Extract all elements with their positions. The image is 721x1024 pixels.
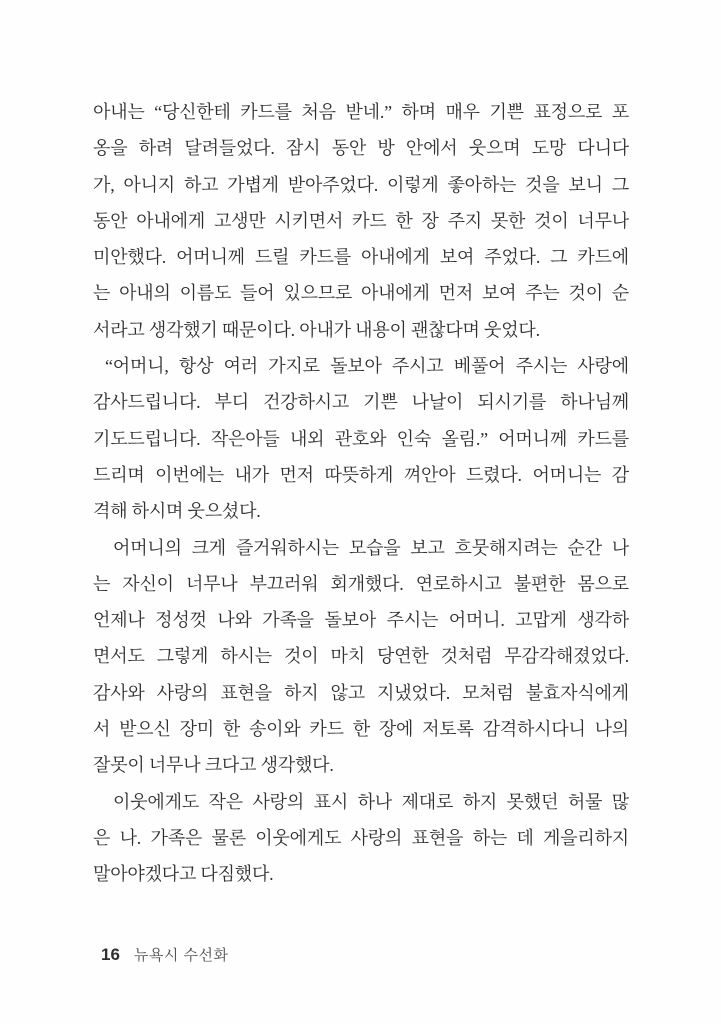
text-line: 동안 아내에게 고생만 시키면서 카드 한 장 주지 못한 것이 너무나 [93, 210, 629, 231]
text-line: “어머니, 항상 여러 가지로 돌보아 주시고 베풀어 주시는 사랑에 [105, 356, 629, 377]
text-line: 서 받으신 장미 한 송이와 카드 한 장에 저토록 감격하시다니 나의 [93, 719, 629, 740]
text-line: 는 아내의 이름도 들어 있으므로 아내에게 먼저 보여 주는 것이 순 [93, 283, 629, 304]
text-line: 가, 아니지 하고 가볍게 받아주었다. 이렇게 좋아하는 것을 보니 그 [93, 174, 629, 195]
text-line: 는 자신이 너무나 부끄러워 회개했다. 연로하시고 불편한 몸으로 [93, 573, 629, 594]
text-line: 이웃에게도 작은 사랑의 표시 하나 제대로 하지 못했던 허물 많 [113, 791, 629, 812]
running-title: 뉴욕시 수선화 [133, 947, 229, 964]
text-line: 기도드립니다. 작은아들 내외 관호와 인숙 올림.” 어머니께 카드를 [93, 428, 629, 449]
text-line: 면서도 그렇게 하시는 것이 마치 당연한 것처럼 무감각해졌었다. [93, 646, 629, 667]
text-line: 언제나 정성껏 나와 가족을 돌보아 주시는 어머니. 고맙게 생각하 [93, 610, 629, 631]
text-line: 감사와 사랑의 표현을 하지 않고 지냈었다. 모처럼 불효자식에게 [93, 682, 629, 703]
text-line: 서라고 생각했기 때문이다. 아내가 내용이 괜찮다며 웃었다. [93, 319, 540, 340]
page-number: 16 [101, 945, 120, 964]
text-line: 잘못이 너무나 크다고 생각했다. [93, 755, 334, 776]
text-line: 드리며 이번에는 내가 먼저 따뜻하게 껴안아 드렸다. 어머니는 감 [93, 464, 629, 485]
text-line: 말아야겠다고 다짐했다. [93, 864, 274, 885]
text-line: 은 나. 가족은 물론 이웃에게도 사랑의 표현을 하는 데 게을리하지 [93, 827, 629, 848]
text-line: 미안했다. 어머니께 드릴 카드를 아내에게 보여 주었다. 그 카드에 [93, 247, 629, 268]
text-line: 감사드립니다. 부디 건강하시고 기쁜 나날이 되시기를 하나님께 [93, 392, 629, 413]
body-text [93, 94, 629, 893]
text-line: 옹을 하려 달려들었다. 잠시 동안 방 안에서 웃으며 도망 다니다 [93, 138, 629, 159]
text-line: 아내는 “당신한테 카드를 처음 받네.” 하며 매우 기쁜 표정으로 포 [93, 102, 629, 122]
text-line: 격해 하시며 웃으셨다. [93, 501, 261, 522]
text-line: 어머니의 크게 즐거워하시는 모습을 보고 흐뭇해지려는 순간 나 [113, 537, 629, 558]
page-footer [101, 944, 229, 965]
